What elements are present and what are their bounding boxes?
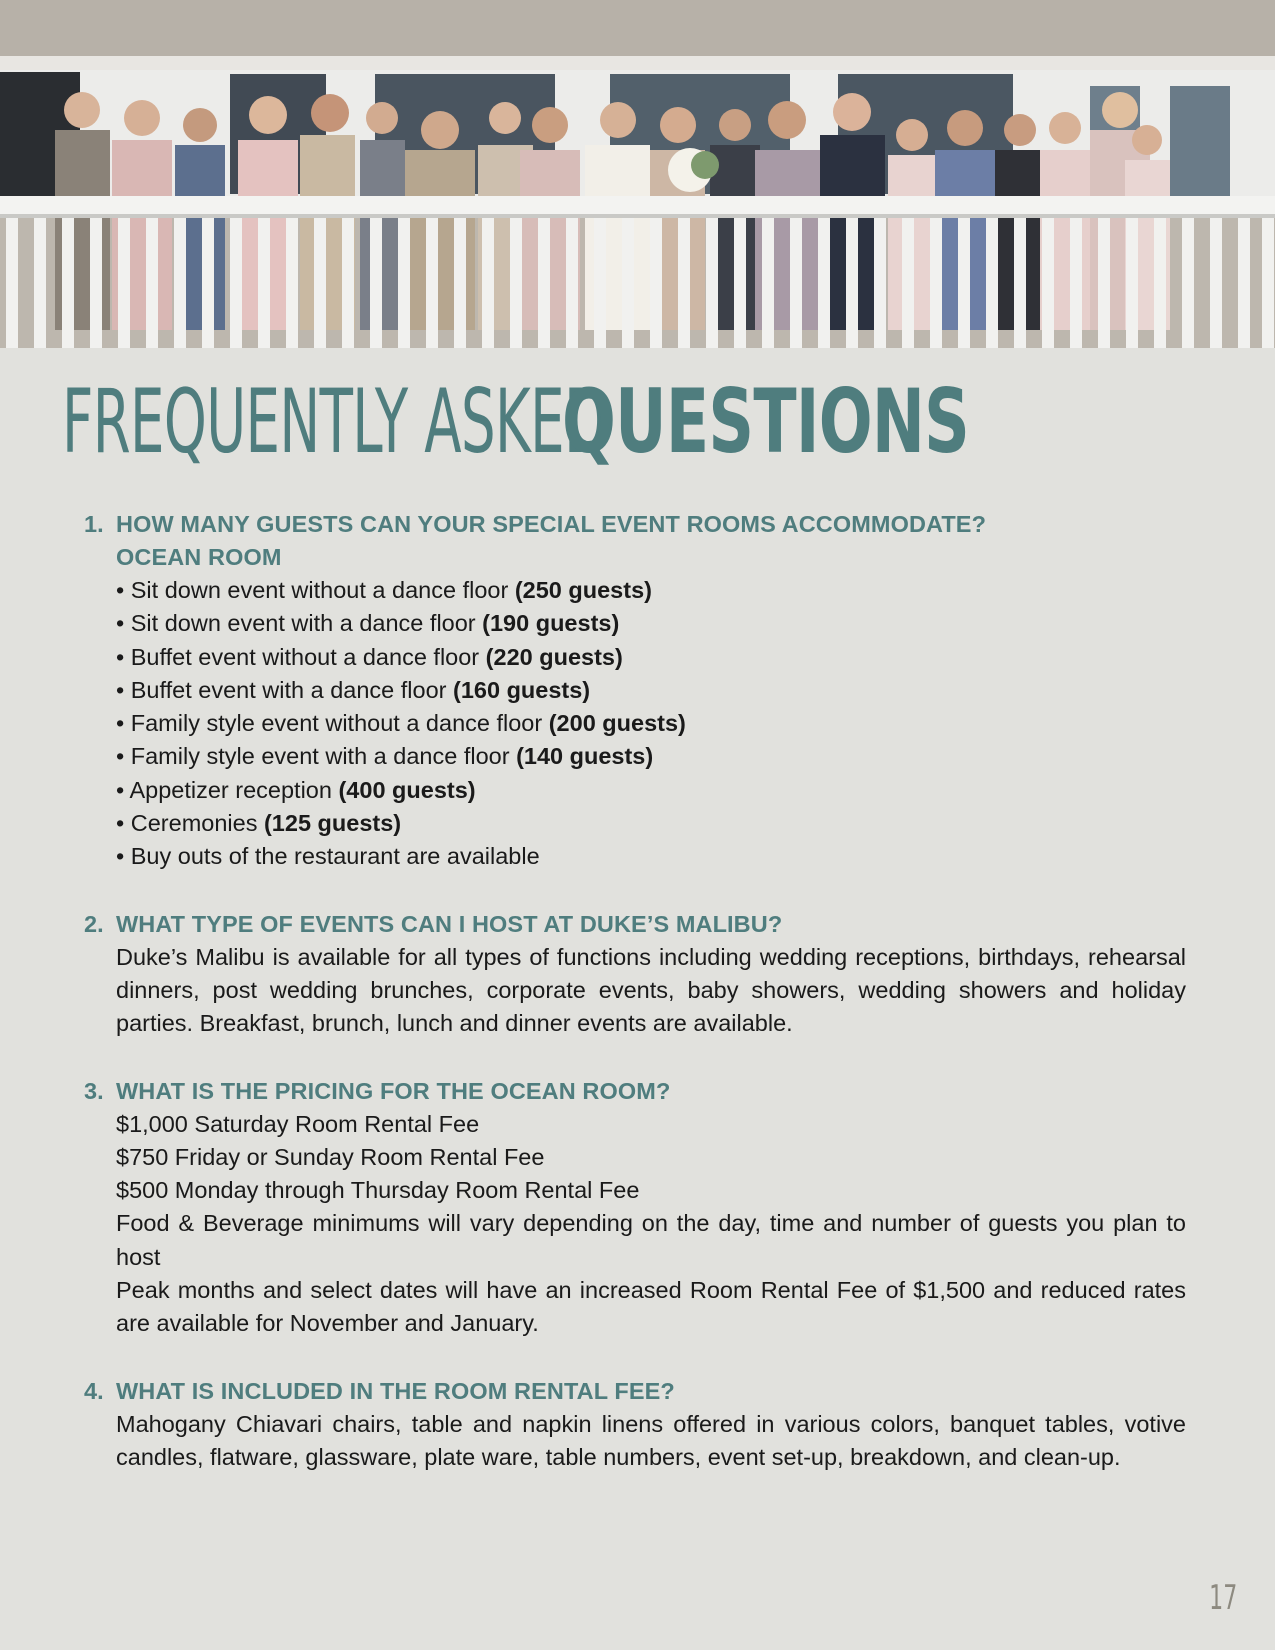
capacity-item: • Sit down event without a dance floor (250 guests) xyxy=(116,577,652,603)
capacity-item: • Buy outs of the restaurant are available xyxy=(116,843,540,870)
title-light: FREQUENTLY ASKED xyxy=(62,370,606,473)
question-number: 1. xyxy=(84,511,104,537)
page-title xyxy=(62,372,1127,472)
room-subheading: OCEAN ROOM xyxy=(116,544,282,570)
pricing-line: $1,000 Saturday Room Rental Fee xyxy=(116,1110,480,1137)
faq-item-2 xyxy=(84,908,1186,1041)
capacity-item: • Appetizer reception (400 guests) xyxy=(116,776,476,803)
question-heading: HOW MANY GUESTS CAN YOUR SPECIAL EVENT ROOMS ACCOMMODATE? xyxy=(116,511,987,537)
question-number: 2. xyxy=(84,910,104,937)
question-number: 4. xyxy=(84,1377,104,1404)
question-heading: WHAT IS INCLUDED IN THE ROOM RENTAL FEE? xyxy=(116,1377,675,1404)
capacity-item: • Buffet event without a dance floor (220 guests) xyxy=(116,643,623,670)
pricing-note: Food & Beverage minimums will vary depending on the day, time and number of guests you plan to host xyxy=(116,1210,1186,1270)
faq-list xyxy=(84,508,1186,1508)
title-bold: QUESTIONS xyxy=(562,370,970,473)
answer-text: Mahogany Chiavari chairs, table and napkin linens offered in various colors, banquet tables, votive candles, flatware, glassware, plate ware, table numbers, event set-up, breakdown, and clean-up. xyxy=(116,1410,1186,1470)
wedding-party-photo xyxy=(0,0,1275,348)
page-number: 17 xyxy=(1208,1578,1237,1618)
pricing-line: $750 Friday or Sunday Room Rental Fee xyxy=(116,1143,545,1170)
capacity-item: • Buffet event with a dance floor (160 guests) xyxy=(116,676,591,703)
pricing-note: Peak months and select dates will have an increased Room Rental Fee of $1,500 and reduced rates are available for November and January. xyxy=(116,1277,1186,1337)
answer-text: Duke’s Malibu is available for all types of functions including wedding receptions, birthdays, rehearsal dinners, post wedding brunches, corporate events, baby showers, wedding showers and holiday parties. Breakfast, brunch, lunch and dinner events are available. xyxy=(116,943,1186,1037)
pricing-line: $500 Monday through Thursday Room Rental Fee xyxy=(116,1177,640,1204)
faq-item-1 xyxy=(84,508,1186,874)
capacity-item: • Family style event without a dance floor (200 guests) xyxy=(116,710,686,737)
question-heading: WHAT TYPE OF EVENTS CAN I HOST AT DUKE’S MALIBU? xyxy=(116,910,783,937)
capacity-item: • Ceremonies (125 guests) xyxy=(116,810,402,837)
faq-item-3 xyxy=(84,1075,1186,1341)
question-number: 3. xyxy=(84,1077,104,1104)
header-photo xyxy=(0,0,1275,348)
question-heading: WHAT IS THE PRICING FOR THE OCEAN ROOM? xyxy=(116,1077,671,1104)
faq-item-4 xyxy=(84,1375,1186,1475)
capacity-item: • Family style event with a dance floor (140 guests) xyxy=(116,743,654,770)
capacity-item: • Sit down event with a dance floor (190 guests) xyxy=(116,610,620,637)
